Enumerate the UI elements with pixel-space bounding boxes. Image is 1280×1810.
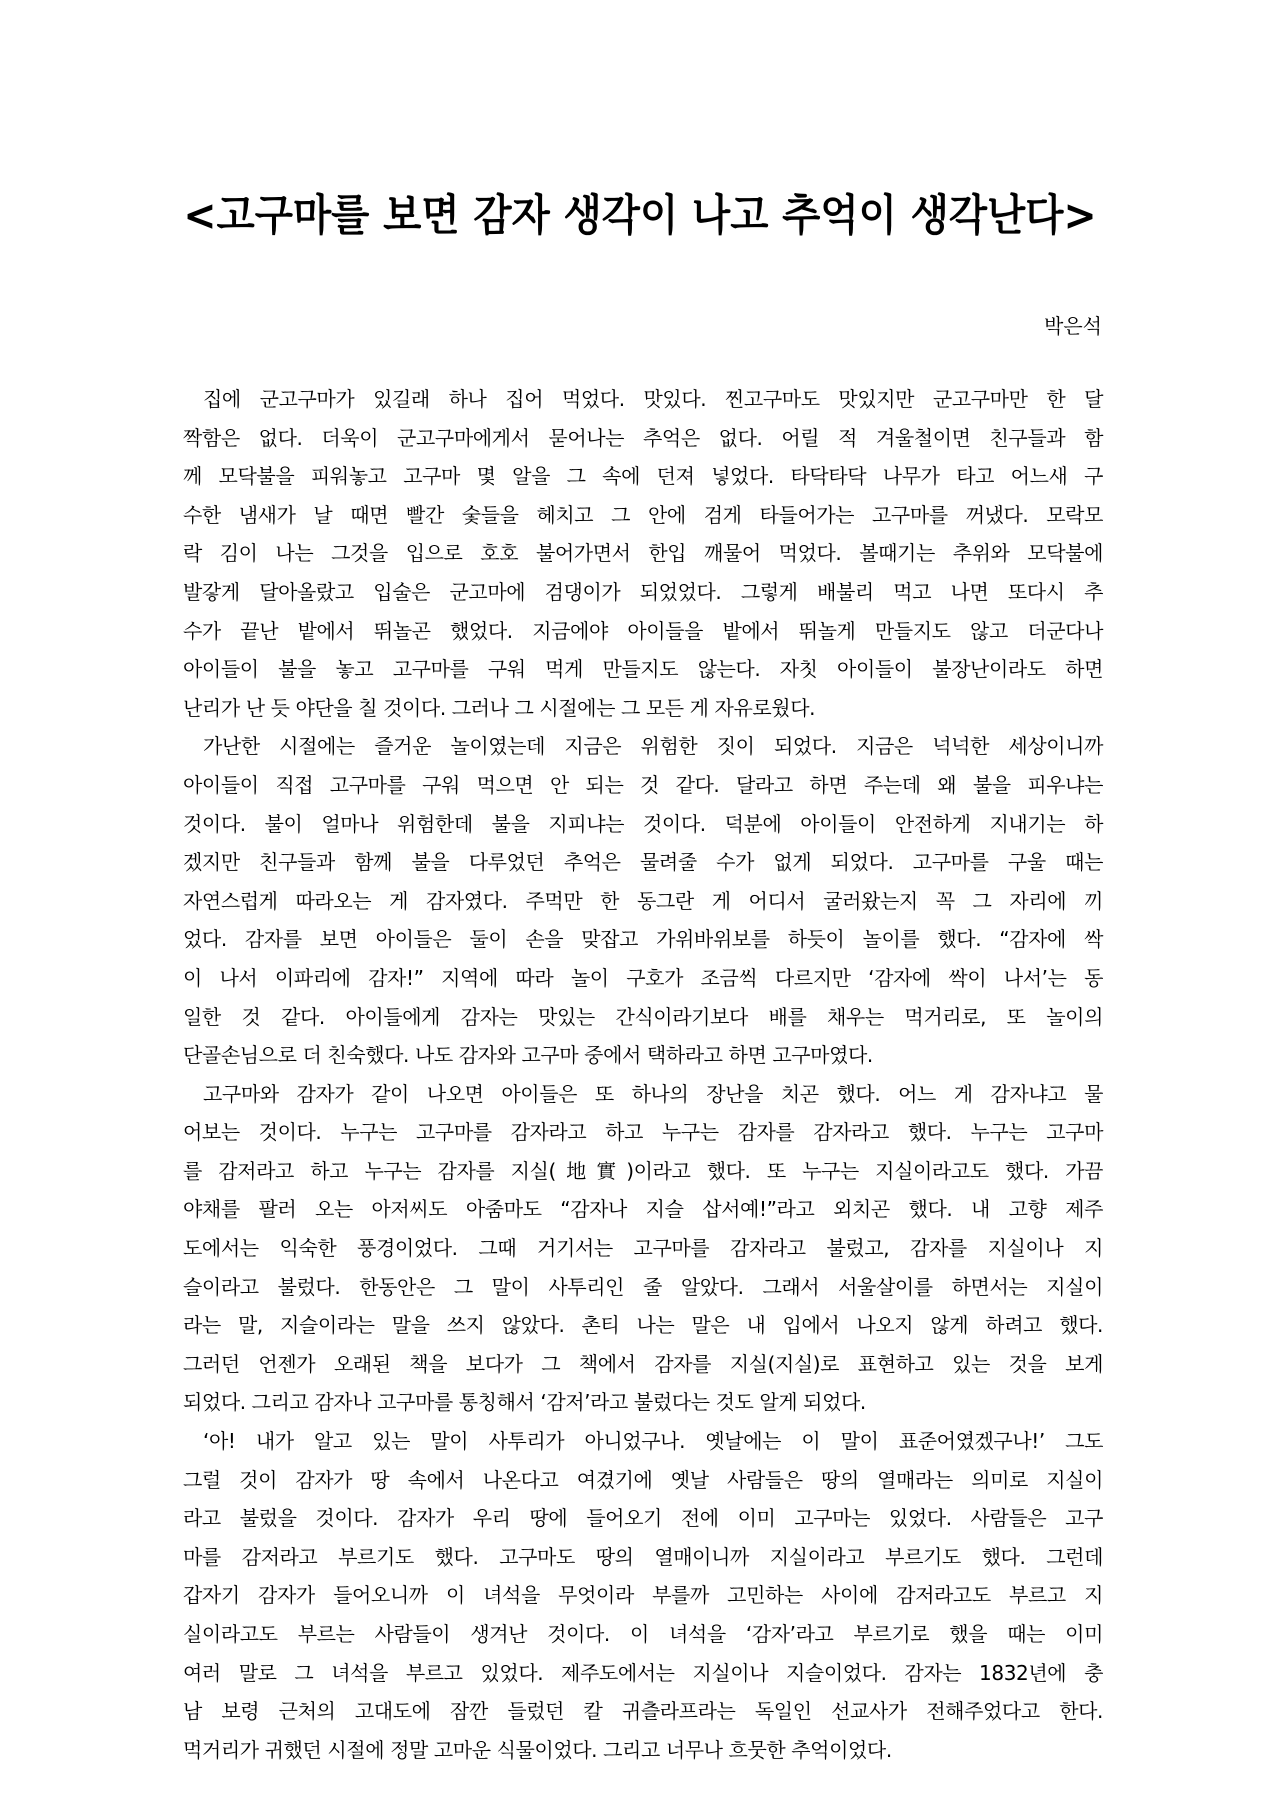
text-line: 것이다. 불이 얼마나 위험한데 불을 지피냐는 것이다. 덕분에 아이들이 안전하게 지내기는 하 [183, 811, 1103, 836]
text-line: 마를 감저라고 부르기도 했다. 고구마도 땅의 열매이니까 지실이라고 부르기도 했다. 그런데 [183, 1544, 1103, 1569]
text-line: 아이들이 직접 고구마를 구워 먹으면 안 되는 것 같다. 달라고 하면 주는데 왜 불을 피우냐는 [183, 772, 1103, 797]
author-name: 박은석 [1044, 314, 1102, 338]
text-line: 먹거리가 귀했던 시절에 정말 고마운 식물이었다. 그리고 너무나 흐뭇한 추억이었다. [183, 1737, 892, 1762]
text-line: 를 감저라고 하고 누구는 감자를 지실(地實)이라고 했다. 또 누구는 지실이라고도 했다. 가끔 [183, 1158, 1103, 1183]
text-line: 그러던 언젠가 오래된 책을 보다가 그 책에서 감자를 지실(지실)로 표현하고 있는 것을 보게 [183, 1351, 1103, 1376]
text-line: 이 나서 이파리에 감자!” 지역에 따라 놀이 구호가 조금씩 다르지만 ‘감자에 싹이 나서’는 동 [183, 965, 1103, 990]
paragraph-4 [183, 1422, 1103, 1769]
text-line: 짝함은 없다. 더욱이 군고구마에게서 묻어나는 추억은 없다. 어릴 적 겨울철이면 친구들과 함 [183, 425, 1103, 450]
text-line: 고구마와 감자가 같이 나오면 아이들은 또 하나의 장난을 치곤 했다. 어느 게 감자냐고 물 [203, 1081, 1103, 1106]
document-body [183, 380, 1103, 1769]
text-line: 가난한 시절에는 즐거운 놀이였는데 지금은 위험한 짓이 되었다. 지금은 넉넉한 세상이니까 [203, 734, 1103, 759]
text-line: 라는 말, 지슬이라는 말을 쓰지 않았다. 촌티 나는 말은 내 입에서 나오지 않게 하려고 했다. [183, 1313, 1103, 1338]
text-line: 어보는 것이다. 누구는 고구마를 감자라고 하고 누구는 감자를 감자라고 했다. 누구는 고구마 [183, 1120, 1103, 1145]
paragraph-2 [183, 727, 1103, 1074]
text-line: 되었다. 그리고 감자나 고구마를 통칭해서 ‘감저’라고 불렀다는 것도 알게 되었다. [183, 1390, 866, 1415]
text-line: 일한 것 같다. 아이들에게 감자는 맛있는 간식이라기보다 배를 채우는 먹거리로, 또 놀이의 [183, 1004, 1103, 1029]
text-line: 도에서는 익숙한 풍경이었다. 그때 거기서는 고구마를 감자라고 불렀고, 감자를 지실이나 지 [183, 1236, 1103, 1261]
text-line: 집에 군고구마가 있길래 하나 집어 먹었다. 맛있다. 찐고구마도 맛있지만 군고구마만 한 달 [203, 387, 1103, 411]
text-line: 그럴 것이 감자가 땅 속에서 나온다고 여겼기에 옛날 사람들은 땅의 열매라는 의미로 지실이 [183, 1467, 1103, 1492]
text-line: 수한 냄새가 날 때면 빨간 숯들을 헤치고 그 안에 검게 타들어가는 고구마를 꺼냈다. 모락모 [183, 502, 1103, 527]
document-title: <고구마를 보면 감자 생각이 나고 추억이 생각난다> [183, 191, 1097, 241]
text-line: 갑자기 감자가 들어오니까 이 녀석을 무엇이라 부를까 고민하는 사이에 감저라고도 부르고 지 [183, 1583, 1103, 1608]
text-line: 었다. 감자를 보면 아이들은 둘이 손을 맞잡고 가위바위보를 하듯이 놀이를 했다. “감자에 싹 [183, 927, 1103, 952]
text-line: 난리가 난 듯 야단을 칠 것이다. 그러나 그 시절에는 그 모든 게 자유로웠다. [183, 695, 816, 720]
text-line: 여러 말로 그 녀석을 부르고 있었다. 제주도에서는 지실이나 지슬이었다. 감자는 1832년에 충 [183, 1660, 1103, 1685]
text-line: 단골손님으로 더 친숙했다. 나도 감자와 고구마 중에서 택하라고 하면 고구마였다. [183, 1043, 873, 1068]
text-line: 께 모닥불을 피워놓고 고구마 몇 알을 그 속에 던져 넣었다. 타닥타닥 나무가 타고 어느새 구 [183, 464, 1103, 489]
text-line: 락 김이 나는 그것을 입으로 호호 불어가면서 한입 깨물어 먹었다. 볼때기는 추위와 모닥불에 [183, 541, 1103, 566]
paragraph-1 [183, 380, 1103, 727]
text-line: 자연스럽게 따라오는 게 감자였다. 주먹만 한 동그란 게 어디서 굴러왔는지 꼭 그 자리에 끼 [183, 888, 1103, 913]
text-line: 슬이라고 불렀다. 한동안은 그 말이 사투리인 줄 알았다. 그래서 서울살이를 하면서는 지실이 [183, 1274, 1103, 1299]
paragraph-3 [183, 1075, 1103, 1422]
text-line: 라고 불렀을 것이다. 감자가 우리 땅에 들어오기 전에 이미 고구마는 있었다. 사람들은 고구 [183, 1506, 1103, 1531]
text-line: 발갛게 달아올랐고 입술은 군고마에 검댕이가 되었었다. 그렇게 배불리 먹고 나면 또다시 추 [183, 579, 1103, 604]
text-line: 수가 끝난 밭에서 뛰놀곤 했었다. 지금에야 아이들을 밭에서 뛰놀게 만들지도 않고 더군다나 [183, 618, 1103, 643]
text-line: 남 보령 근처의 고대도에 잠깐 들렀던 칼 귀츨라프라는 독일인 선교사가 전해주었다고 한다. [183, 1699, 1103, 1724]
text-line: 야채를 팔러 오는 아저씨도 아줌마도 “감자나 지슬 삽서예!”라고 외치곤 했다. 내 고향 제주 [183, 1197, 1103, 1222]
text-line: ‘아! 내가 알고 있는 말이 사투리가 아니었구나. 옛날에는 이 말이 표준어였겠구나!’ 그도 [203, 1429, 1103, 1454]
text-line: 아이들이 불을 놓고 고구마를 구워 먹게 만들지도 않는다. 자칫 아이들이 불장난이라도 하면 [183, 657, 1103, 682]
text-line: 겠지만 친구들과 함께 불을 다루었던 추억은 물려줄 수가 없게 되었다. 고구마를 구울 때는 [183, 850, 1103, 875]
text-line: 실이라고도 부르는 사람들이 생겨난 것이다. 이 녀석을 ‘감자’라고 부르기로 했을 때는 이미 [183, 1622, 1103, 1646]
